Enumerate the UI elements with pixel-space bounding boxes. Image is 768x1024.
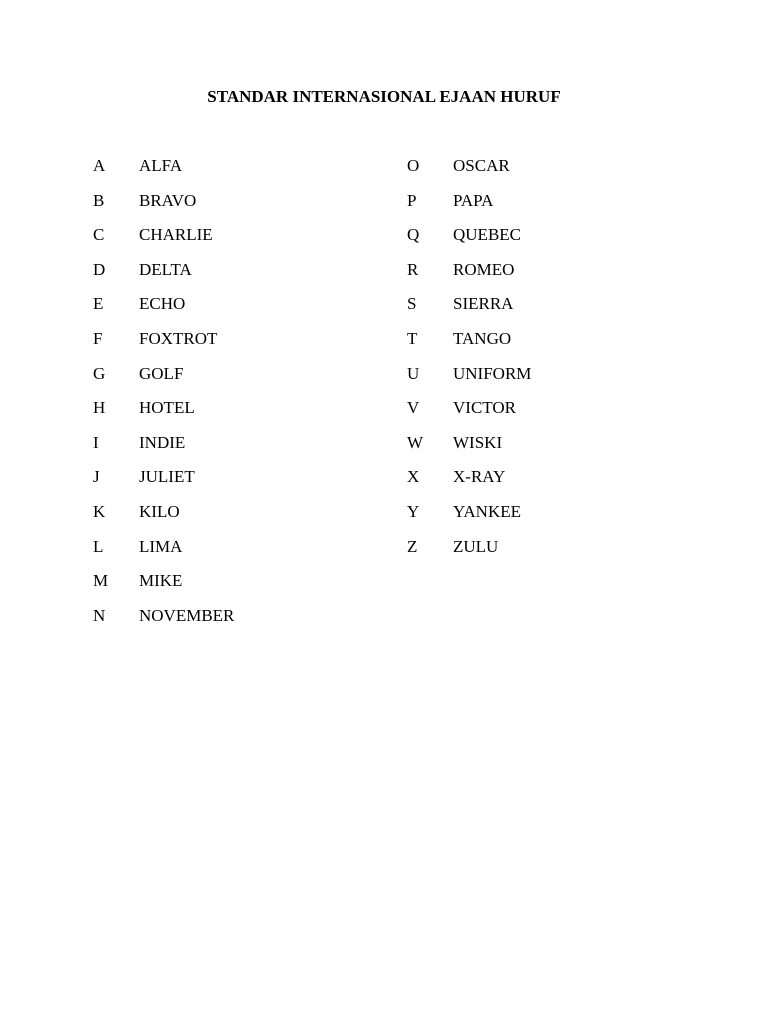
row-code-word: HOTEL: [139, 398, 195, 418]
row-letter: M: [93, 571, 109, 591]
row-code-word: DELTA: [139, 259, 192, 279]
row-letter: E: [93, 294, 104, 314]
row-code-word: WISKI: [453, 432, 503, 452]
row-letter: H: [93, 398, 106, 418]
row-letter: S: [407, 294, 417, 314]
row-code-word: QUEBEC: [453, 225, 521, 245]
row-letter: Q: [407, 225, 420, 245]
row-code-word: GOLF: [139, 363, 184, 383]
row-letter: N: [93, 605, 106, 625]
row-letter: V: [407, 398, 420, 418]
row-code-word: NOVEMBER: [139, 605, 235, 625]
row-code-word: JULIET: [139, 467, 195, 487]
row-code-word: INDIE: [139, 432, 186, 452]
row-code-word: FOXTROT: [139, 328, 218, 348]
row-letter: Z: [407, 536, 418, 556]
row-code-word: ALFA: [139, 156, 183, 175]
row-letter: R: [407, 259, 419, 279]
row-code-word: KILO: [139, 501, 180, 521]
row-code-word: X-RAY: [453, 467, 506, 487]
row-letter: A: [93, 156, 106, 175]
row-letter: F: [93, 328, 103, 348]
row-code-word: OSCAR: [453, 156, 510, 175]
row-code-word: UNIFORM: [453, 363, 532, 383]
row-code-word: ZULU: [453, 536, 499, 556]
row-code-word: BRAVO: [139, 190, 197, 210]
row-letter: I: [93, 432, 99, 452]
row-letter: K: [93, 501, 106, 521]
row-code-word: VICTOR: [453, 398, 516, 418]
row-code-word: LIMA: [139, 536, 183, 556]
row-letter: C: [93, 225, 105, 245]
row-letter: B: [93, 190, 105, 210]
row-letter: U: [407, 363, 420, 383]
row-code-word: YANKEE: [453, 501, 521, 521]
row-letter: L: [93, 536, 104, 556]
row-letter: J: [93, 467, 100, 487]
row-code-word: ROMEO: [453, 259, 515, 279]
row-letter: P: [407, 190, 417, 210]
row-code-word: TANGO: [453, 328, 512, 348]
row-code-word: MIKE: [139, 571, 183, 591]
row-letter: D: [93, 259, 106, 279]
row-letter: Y: [407, 501, 420, 521]
row-code-word: PAPA: [453, 190, 494, 210]
row-letter: X: [407, 467, 420, 487]
row-letter: W: [407, 432, 424, 452]
row-letter: O: [407, 156, 420, 175]
row-code-word: SIERRA: [453, 294, 514, 314]
row-letter: G: [93, 363, 106, 383]
page-title: STANDAR INTERNASIONAL EJAAN HURUF: [207, 87, 561, 106]
row-code-word: ECHO: [139, 294, 186, 314]
row-code-word: CHARLIE: [139, 225, 213, 245]
row-letter: T: [407, 328, 418, 348]
